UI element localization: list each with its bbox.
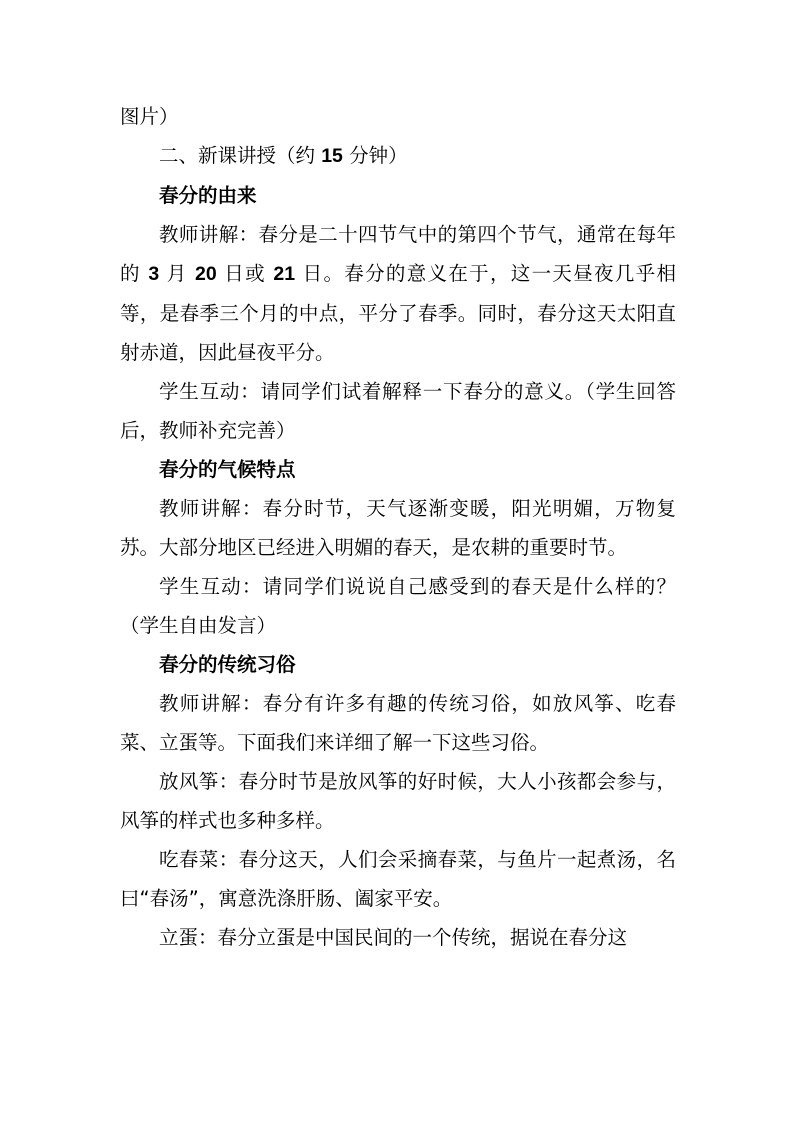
heading-customs: 春分的传统习俗 [159,653,296,676]
section-title-prefix: 二、新课讲授（约 [159,144,322,167]
continuation-text: 图片） [120,105,179,128]
origin-teacher-text-1: 教师讲解：春分是二十四节气中的第四个节气，通常在每年的 [120,223,676,285]
section-title-minutes: 15 [321,145,343,167]
origin-day-21: 21 [273,263,296,285]
custom-egg-paragraph: 立蛋：春分立蛋是中国民间的一个传统，据说在春分这 [159,926,628,949]
section-title-suffix: 分钟） [342,144,408,167]
origin-student-paragraph: 学生互动：请同学们试着解释一下春分的意义。（学生回答后，教师补充完善） [120,380,676,442]
custom-greens-paragraph: 吃春菜：春分这天，人们会采摘春菜，与鱼片一起煮汤，名曰“春汤”，寓意洗涤肝肠、阖家平安。 [120,848,676,910]
origin-day-20: 20 [195,263,217,285]
origin-teacher-text-4: 日。春分的意义在于，这一天昼夜几乎相等，是春季三个月的中点，平分了春季。同时，春分这天太阳直射赤道，因此昼夜平分。 [120,262,677,364]
document-body [120,97,676,957]
section-title [120,136,676,176]
origin-teacher-paragraph [120,215,676,372]
origin-month-number: 3 [148,263,160,285]
customs-teacher-paragraph: 教师讲解：春分有许多有趣的传统习俗，如放风筝、吃春菜、立蛋等。下面我们来详细了解一下这些习俗。 [120,692,676,754]
custom-kite-paragraph: 放风筝：春分时节是放风筝的好时候，大人小孩都会参与，风筝的样式也多种多样。 [120,770,676,832]
climate-teacher-paragraph: 教师讲解：春分时节，天气逐渐变暖，阳光明媚，万物复苏。大部分地区已经进入明媚的春天，是农耕的重要时节。 [120,497,676,559]
origin-teacher-text-3: 日或 [216,262,274,285]
climate-student-paragraph: 学生互动：请同学们说说自己感受到的春天是什么样的？（学生自由发言） [120,575,676,637]
origin-teacher-text-2: 月 [159,262,196,285]
heading-origin: 春分的由来 [159,184,257,207]
heading-climate: 春分的气候特点 [159,458,296,481]
